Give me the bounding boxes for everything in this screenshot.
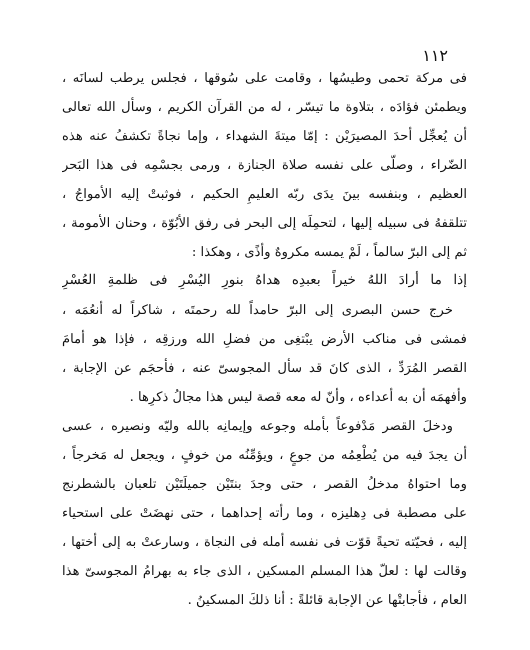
text-line: وأفهمَه أن به أعداءه ، وأنّ له معه قصة ليس هذا مجالُ ذكرِها . [129, 390, 467, 405]
verse-block [62, 266, 467, 295]
paragraph-2 [62, 296, 467, 412]
text-line: الضّراء ، وصلّى على نفسه صلاة الجنازة ، ورمى بجسْمِه فى هذا البَحر [62, 158, 467, 173]
verse-line: إذا ما أرادَ اللهُ خيراً بعبدِه هداهُ بنورِ اليُسْرِ فى ظلمةِ العُسْرِ [62, 272, 467, 288]
text-line: خرج حسن البصرى إلى البرّ حامداً لله رحمتَه ، شاكراً له أنعُمَه ، [62, 303, 453, 318]
text-line: العظيم ، وبنفسه بينَ يدَى ربّه العليمِ الحكيم ، فوثبتْ إليه الأمواجُ ، [62, 187, 467, 202]
text-line: أن يجدَ فيه من يُطْعِمُه من جوعٍ ، ويؤمِّنُه من خوفٍ ، ويجعل له مَخرجاً ، [62, 448, 467, 463]
text-line: القصر المُرَدِّ ، الذى كانَ قد سأل المجوسىّ عنه ، فأحجَم عن الإجابة ، [62, 361, 467, 376]
text-line: ودخلَ القصر مَدْفوعاً بأمله وجوعه وإيمانِه بالله وليّه ونصيره ، عسى [62, 419, 453, 434]
text-line: تتلقفهُ فى سبيله إليها ، لتحمِلَه إلى البحر فى رفق الأبُوّة ، وحنان الأمومة ، [62, 216, 467, 231]
text-line: ثم إلى البرّ سالماً ، لَمْ يمسه مكروهٌ وأذًى ، وهكذا : [191, 245, 467, 260]
paragraph-3 [62, 412, 467, 615]
text-line: إليه ، فحيّته تحيةً قوّت فى نفسه أمله فى النجاة ، وسارعتْ به إلى أختها ، [62, 535, 467, 550]
paragraph-1 [62, 64, 467, 267]
text-line: فمشى فى مناكب الأرض يبْتغِى من فضلِ الله ورزقِه ، فإذا هو أمامَ [62, 332, 467, 347]
page-number: ١١٢ [422, 46, 448, 65]
text-line: على مصطبة فى دِهليزه ، وما رأته إحداهما ، حتى نهضَتْ على استحياء [62, 506, 467, 521]
text-line: العام ، فأجابتْها عن الإجابة قائلةً : أنا ذلكَ المسكينُ . [187, 593, 467, 608]
text-line: وقالت لها : لعلّ هذا المسلم المسكين ، الذى جاء به بهرامُ المجوسىّ هذا [62, 564, 467, 579]
text-line: أن يُعجِّل أحدَ المصيرَيْن : إمّا ميتةَ الشهداء ، وإما نجاةً تكشفُ عنه هذه [62, 129, 467, 144]
text-line: ويطمئن فؤادَه ، بتلاوة ما تيسّر ، له من القرآن الكريم ، وسأل الله تعالى [62, 100, 467, 115]
text-line: فى مركة تحمى وطيسُها ، وقامت على سُوقها ، فجلس يرطب لسانَه ، [62, 71, 467, 86]
text-line: وما احتواهُ مدخلُ القصر ، حتى وجدَ بنتَيْن جميلَتَيْن تلعبان بالشطرنج [62, 477, 467, 492]
